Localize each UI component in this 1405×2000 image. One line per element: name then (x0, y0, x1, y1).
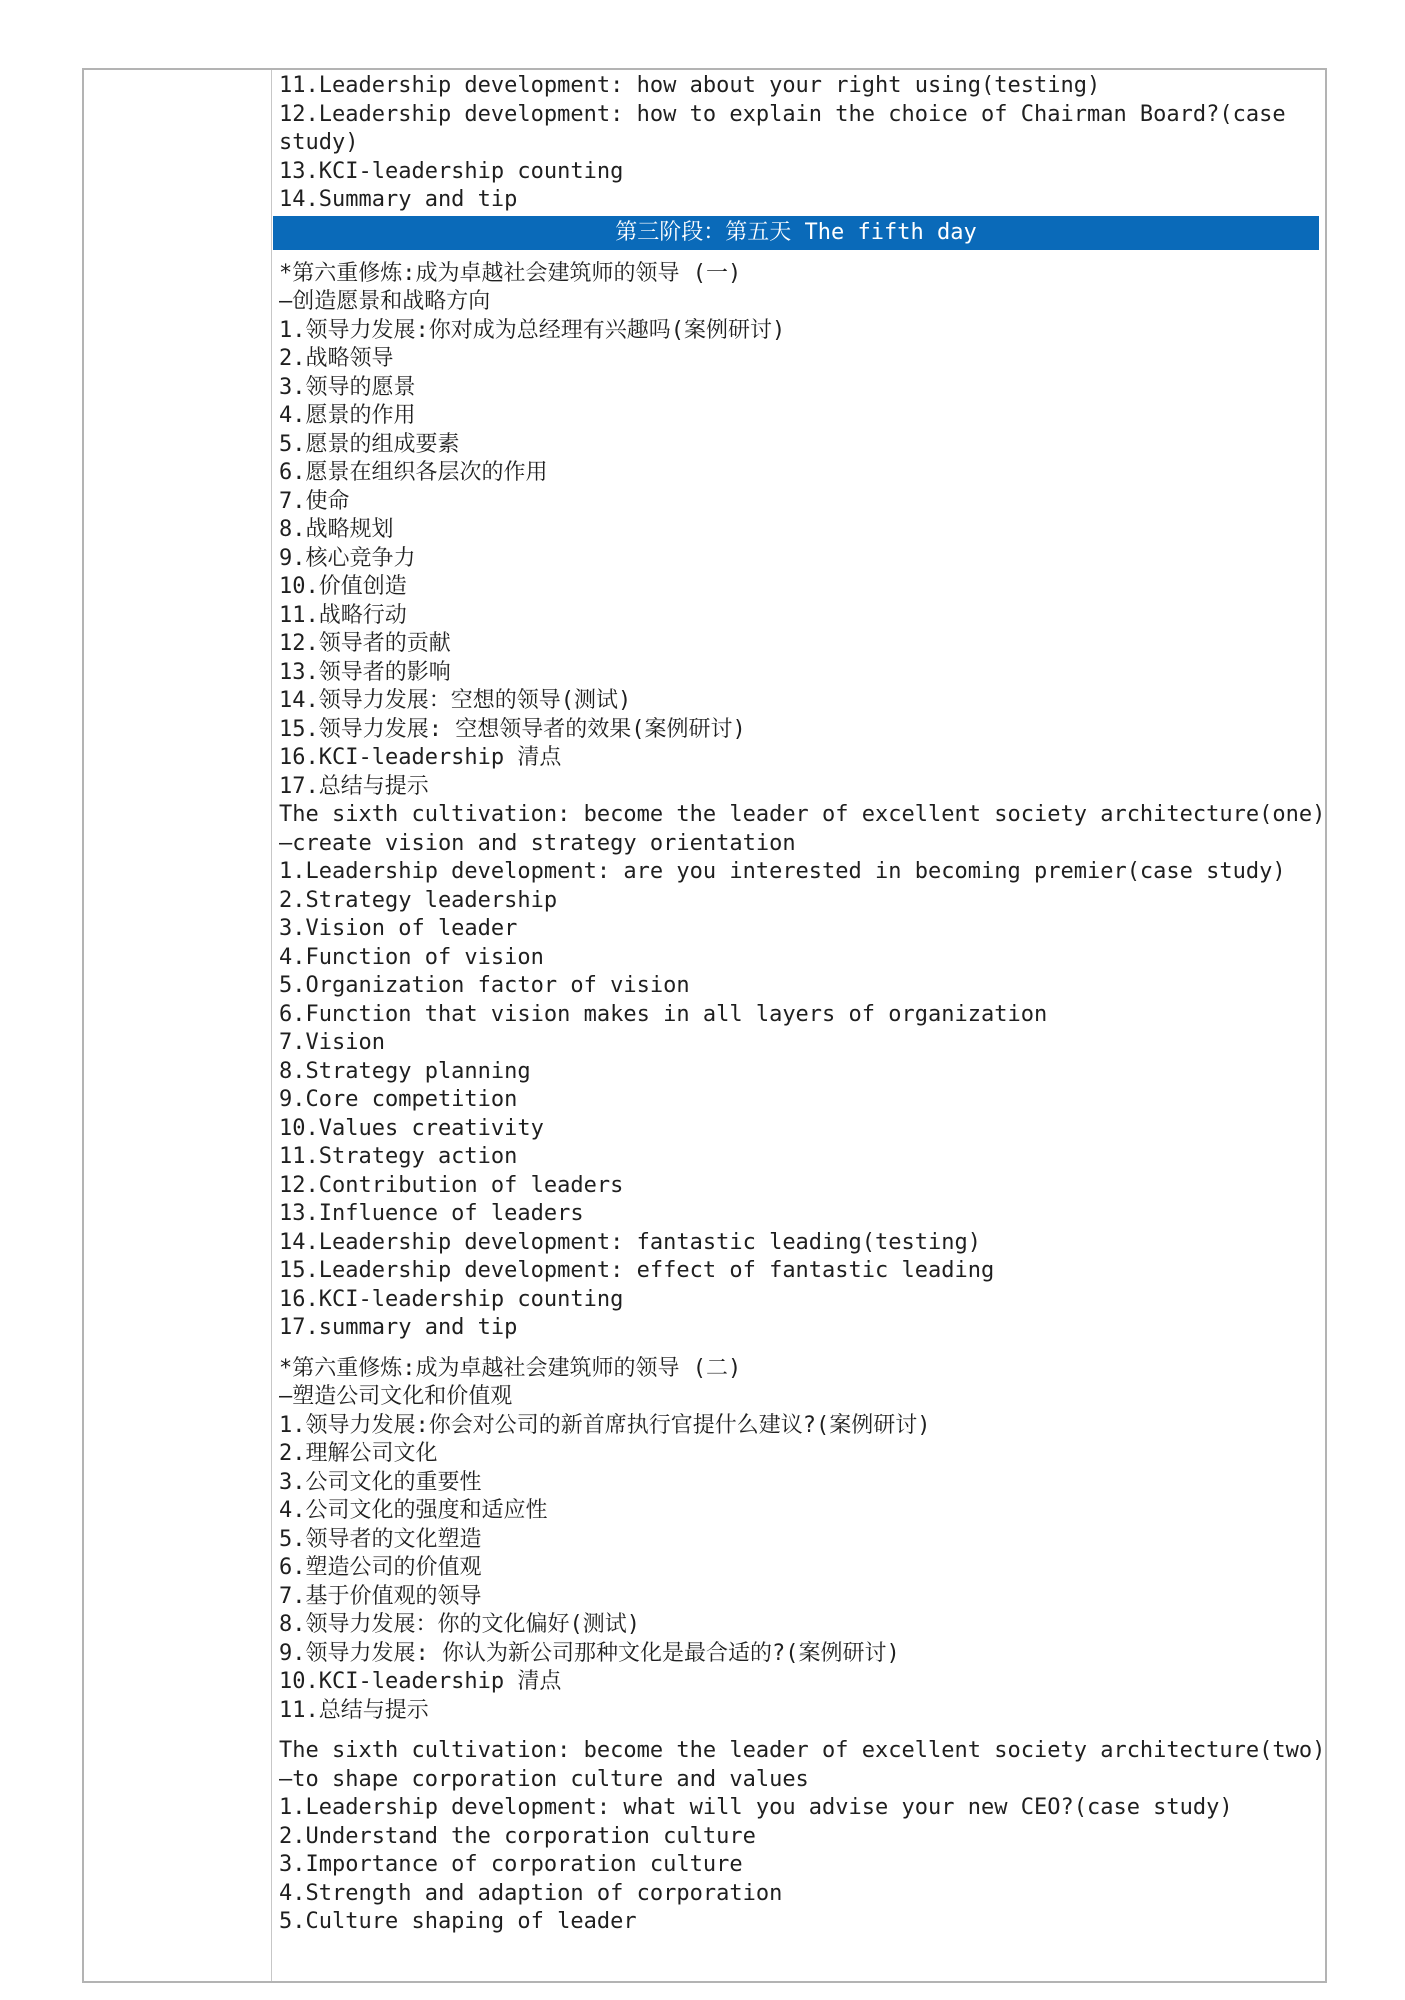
outline-line: 14.Summary and tip (279, 187, 518, 212)
outline-line: 8.战略规划 (279, 517, 394, 542)
outline-line: *第六重修炼:成为卓越社会建筑师的领导 (一) (279, 260, 742, 286)
outline-line: 1.Leadership development: are you interested in becoming premier(case study) (279, 859, 1286, 884)
block-cn-1 (279, 260, 1319, 802)
outline-line: *第六重修炼:成为卓越社会建筑师的领导 (二) (279, 1355, 742, 1381)
outline-line: 3.领导的愿景 (279, 374, 416, 400)
outline-line: 9.核心竞争力 (279, 545, 416, 571)
outline-line: 8.领导力发展：你的文化偏好(测试) (279, 1612, 640, 1637)
outline-line: 4.愿景的作用 (279, 403, 416, 428)
outline-line: 9.领导力发展: 你认为新公司那种文化是最合适的?(案例研讨) (279, 1640, 900, 1666)
outline-line: 11.总结与提示 (279, 1697, 429, 1723)
outline-line: 4.Strength and adaption of corporation (279, 1880, 783, 1906)
outline-line: 1.领导力发展:你对成为总经理有兴趣吗(案例研讨) (279, 317, 786, 343)
outline-line: 1.Leadership development: what will you advise your new CEO?(case study) (279, 1795, 1233, 1820)
outline-line: —创造愿景和战略方向 (279, 289, 491, 314)
outline-line: 7.使命 (279, 488, 350, 514)
outline-line: 3.公司文化的重要性 (279, 1469, 482, 1495)
outline-line: 6.塑造公司的价值观 (279, 1555, 482, 1580)
outline-line: 5.Organization factor of vision (279, 973, 690, 998)
outline-line: 7.Vision (279, 1030, 385, 1055)
outline-line: 4.Function of vision (279, 944, 544, 970)
outline-line: 3.Vision of leader (279, 916, 518, 941)
outline-line: 1.领导力发展:你会对公司的新首席执行官提什么建议?(案例研讨) (279, 1412, 931, 1438)
outline-line: 10.KCI-leadership 清点 (279, 1669, 562, 1694)
outline-line: 2.Understand the corporation culture (279, 1823, 756, 1849)
outline-line: 6.Function that vision makes in all layers of organization (279, 1001, 1048, 1027)
outline-line: 7.基于价值观的领导 (279, 1583, 482, 1609)
outline-line: 2.理解公司文化 (279, 1441, 438, 1466)
block-en-2 (279, 1737, 1326, 1937)
block-cn-2 (279, 1355, 1319, 1726)
content-cell (279, 72, 1326, 1937)
outline-line: The sixth cultivation: become the leader of excellent society architecture(two) (279, 1738, 1326, 1763)
outline-line: 10.Values creativity (279, 1115, 544, 1141)
outline-line: 5.愿景的组成要素 (279, 431, 460, 457)
outline-line: 9.Core competition (279, 1087, 518, 1112)
outline-line: 17.summary and tip (279, 1315, 518, 1340)
outline-line: 6.愿景在组织各层次的作用 (279, 460, 548, 485)
outline-line: 14.领导力发展：空想的领导(测试) (279, 688, 632, 713)
outline-line: 11.战略行动 (279, 602, 407, 628)
outline-line: 17.总结与提示 (279, 773, 429, 799)
outline-line: 13.领导者的影响 (279, 659, 451, 685)
outline-line: 8.Strategy planning (279, 1058, 531, 1084)
outline-line: 5.领导者的文化塑造 (279, 1526, 482, 1552)
outline-line: —塑造公司文化和价值观 (279, 1384, 513, 1409)
outline-line: 12.领导者的贡献 (279, 631, 451, 656)
outline-line: 16.KCI-leadership counting (279, 1286, 624, 1312)
outline-line: 13.Influence of leaders (279, 1201, 584, 1226)
outline-line: 4.公司文化的强度和适应性 (279, 1498, 548, 1523)
outline-line: 11.Strategy action (279, 1144, 518, 1169)
outline-line: 10.价值创造 (279, 574, 407, 599)
left-column (84, 70, 272, 1981)
outline-line: 15.领导力发展: 空想领导者的效果(案例研讨) (279, 716, 746, 742)
outline-line: 15.Leadership development: effect of fantastic leading (279, 1258, 995, 1283)
outline-line: 2.Strategy leadership (279, 887, 558, 913)
outline-line: 12.Contribution of leaders (279, 1172, 624, 1198)
outline-line: 5.Culture shaping of leader (279, 1909, 637, 1934)
outline-line: 2.战略领导 (279, 346, 394, 371)
block-en-1 (279, 801, 1326, 1343)
outline-line: 14.Leadership development: fantastic leading(testing) (279, 1229, 981, 1255)
outline-line: 16.KCI-leadership 清点 (279, 745, 562, 770)
outline-line: —to shape corporation culture and values (279, 1766, 809, 1792)
top-block (279, 72, 1319, 215)
outline-line: —create vision and strategy orientation (279, 830, 796, 856)
outline-line: study) (279, 130, 359, 155)
section-header: 第三阶段：第五天 The fifth day (273, 216, 1319, 250)
outline-line: 3.Importance of corporation culture (279, 1852, 743, 1877)
outline-line: 11.Leadership development: how about your right using(testing) (279, 73, 1101, 98)
outline-line: 13.KCI-leadership counting (279, 158, 624, 184)
outline-line: The sixth cultivation: become the leader of excellent society architecture(one) (279, 802, 1326, 827)
course-outline-table (82, 68, 1327, 1983)
outline-line: 12.Leadership development: how to explain the choice of Chairman Board?(case (279, 101, 1286, 127)
